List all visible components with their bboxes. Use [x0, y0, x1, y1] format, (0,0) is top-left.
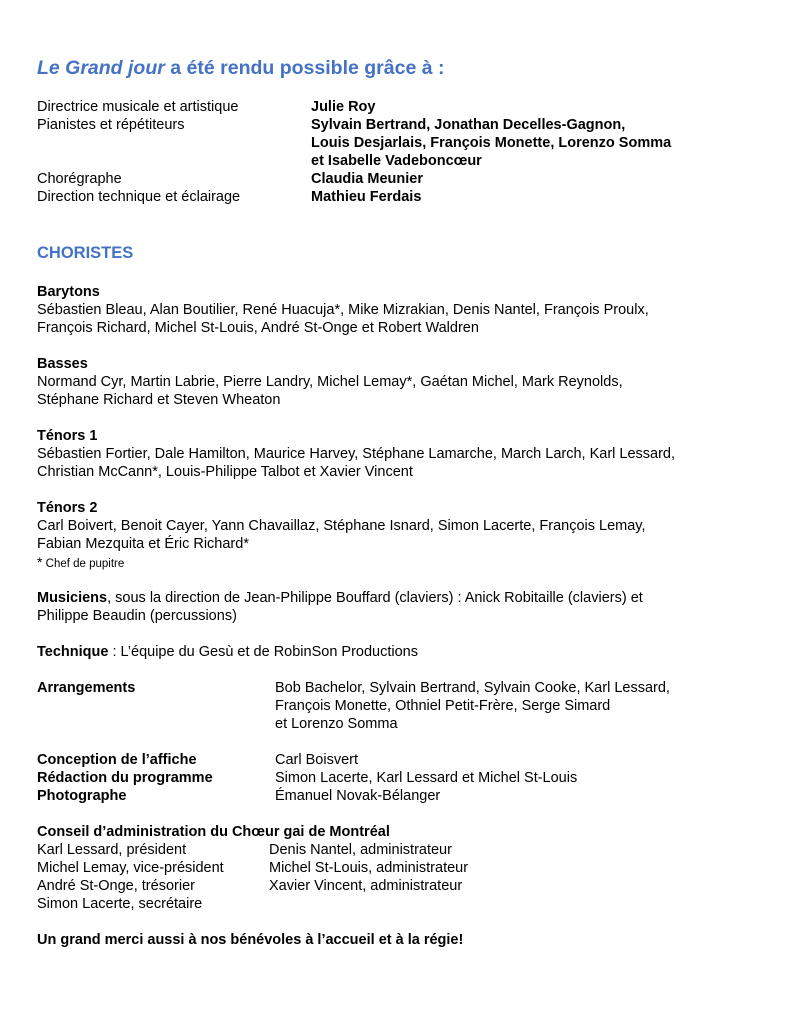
board-member: Simon Lacerte, secrétaire — [37, 896, 203, 912]
technique-label: Technique — [37, 644, 109, 660]
voice-group-basses — [37, 355, 757, 409]
credit-name: Louis Desjarlais, François Monette, Lorenzo Somma — [311, 135, 672, 151]
credit-role-empty — [37, 134, 311, 152]
credit-role: Pianistes et répétiteurs — [37, 117, 185, 133]
voice-group-line: Normand Cyr, Martin Labrie, Pierre Landry, Michel Lemay*, Gaétan Michel, Mark Reynolds, — [37, 374, 623, 390]
technique-paragraph — [37, 643, 757, 661]
program-page — [37, 56, 757, 949]
choristes-heading: CHORISTES — [37, 244, 134, 262]
arrangements-line: Bob Bachelor, Sylvain Bertrand, Sylvain Cooke, Karl Lessard, — [275, 680, 670, 696]
footnote-text: Chef de pupitre — [42, 558, 125, 570]
musiciens-line: Philippe Beaudin (percussions) — [37, 608, 237, 624]
credit-role: Directrice musicale et artistique — [37, 99, 239, 115]
board-title: Conseil d’administration du Chœur gai de Montréal — [37, 824, 390, 840]
voice-group-barytons — [37, 283, 757, 337]
voice-group-line: Christian McCann*, Louis-Philippe Talbot et Xavier Vincent — [37, 464, 413, 480]
board-member: Michel St-Louis, administrateur — [269, 860, 469, 876]
board-member: Denis Nantel, administrateur — [269, 842, 452, 858]
voice-group-line: Stéphane Richard et Steven Wheaton — [37, 392, 281, 408]
title-italic: Le Grand jour — [37, 57, 165, 79]
board-grid — [37, 841, 757, 913]
production-block — [37, 751, 757, 805]
thanks-line: Un grand merci aussi à nos bénévoles à l’accueil et à la régie! — [37, 932, 464, 948]
board-member: André St-Onge, trésorier — [37, 878, 195, 894]
board-member: Michel Lemay, vice-président — [37, 860, 224, 876]
credit-role: Direction technique et éclairage — [37, 189, 241, 205]
voice-group-line: Sébastien Bleau, Alan Boutilier, René Huacuja*, Mike Mizrakian, Denis Nantel, François Proulx, — [37, 302, 649, 318]
credit-role-empty — [37, 152, 311, 170]
production-label: Rédaction du programme — [37, 770, 213, 786]
voice-group-title: Barytons — [37, 284, 100, 300]
credit-name: Claudia Meunier — [311, 171, 423, 187]
voice-group-title: Basses — [37, 356, 88, 372]
credit-name: Mathieu Ferdais — [311, 189, 422, 205]
board-member-empty — [269, 895, 757, 913]
voice-group-title: Ténors 1 — [37, 428, 98, 444]
board-member: Xavier Vincent, administrateur — [269, 878, 463, 894]
production-value: Carl Boisvert — [275, 752, 358, 768]
arrangements-line: François Monette, Othniel Petit-Frère, Serge Simard — [275, 698, 611, 714]
voice-group-line: François Richard, Michel St-Louis, André St-Onge et Robert Waldren — [37, 320, 479, 336]
voice-group-title: Ténors 2 — [37, 500, 98, 516]
voice-group-tenors-2 — [37, 499, 757, 553]
credit-name: Julie Roy — [311, 99, 376, 115]
title-rest: a été rendu possible grâce à : — [164, 57, 445, 79]
arrangements-block — [37, 679, 757, 733]
voice-group-line: Sébastien Fortier, Dale Hamilton, Maurice Harvey, Stéphane Lamarche, March Larch, Karl Lessard, — [37, 446, 676, 462]
musiciens-label: Musiciens — [37, 590, 108, 606]
production-label: Photographe — [37, 788, 127, 804]
board-block — [37, 823, 757, 913]
voice-group-line: Carl Boivert, Benoit Cayer, Yann Chavaillaz, Stéphane Isnard, Simon Lacerte, François Lemay, — [37, 518, 646, 534]
arrangements-label: Arrangements — [37, 680, 136, 696]
production-label: Conception de l’affiche — [37, 752, 197, 768]
credit-name: Sylvain Bertrand, Jonathan Decelles-Gagnon, — [311, 117, 626, 133]
footnote — [37, 555, 757, 571]
technique-text: : L’équipe du Gesù et de RobinSon Productions — [108, 644, 418, 660]
voice-group-line: Fabian Mezquita et Éric Richard* — [37, 536, 249, 552]
page-title — [37, 56, 757, 80]
musiciens-paragraph — [37, 589, 757, 625]
credit-role: Chorégraphe — [37, 171, 122, 187]
board-member: Karl Lessard, président — [37, 842, 187, 858]
musiciens-line: , sous la direction de Jean-Philippe Bouffard (claviers) : Anick Robitaille (claviers) et — [107, 590, 643, 606]
footnote-star: * — [37, 554, 43, 570]
production-value: Émanuel Novak-Bélanger — [275, 788, 441, 804]
production-value: Simon Lacerte, Karl Lessard et Michel St-Louis — [275, 770, 578, 786]
voice-group-tenors-1 — [37, 427, 757, 481]
arrangements-line: et Lorenzo Somma — [275, 716, 398, 732]
credits-table — [37, 98, 757, 206]
credit-name: et Isabelle Vadeboncœur — [311, 153, 482, 169]
